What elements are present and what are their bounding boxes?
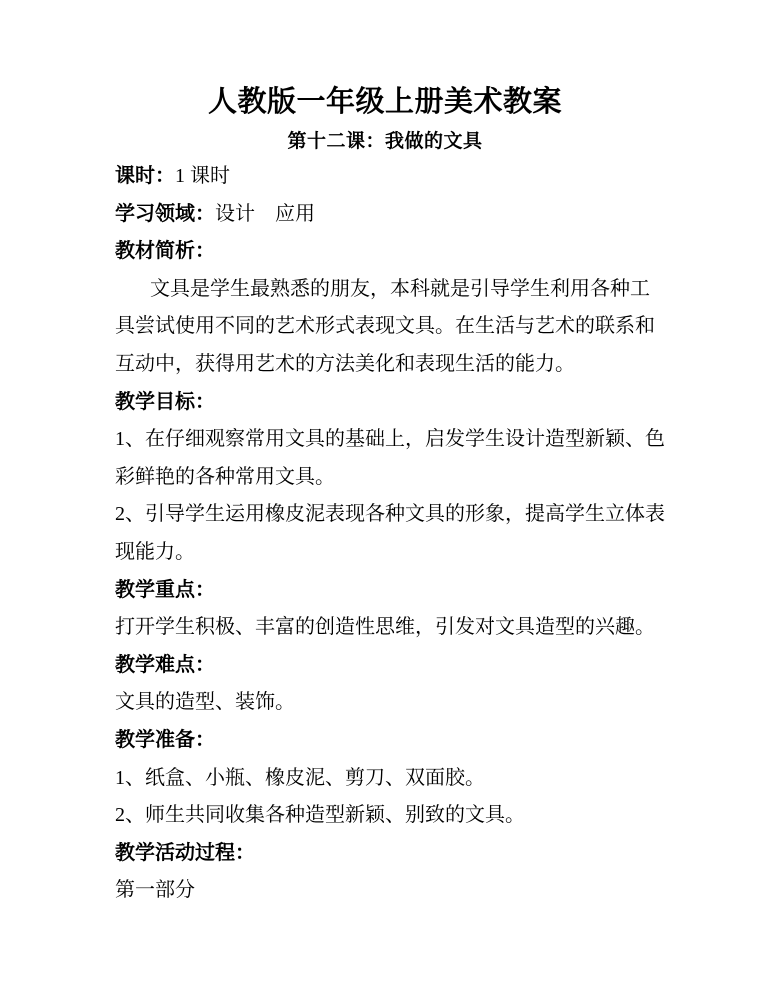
line-body-text: 1 课时 — [175, 165, 230, 187]
line-heading-text: 教材简析： — [115, 240, 215, 263]
text-line — [115, 496, 760, 534]
text-line — [115, 346, 760, 384]
line-body-text: 文具是学生最熟悉的朋友，本科就是引导学生利用各种工 — [150, 277, 650, 300]
line-body-text: 互动中，获得用艺术的方法美化和表现生活的能力。 — [115, 352, 575, 375]
line-body-text: 具尝试使用不同的艺术形式表现文具。在生活与艺术的联系和 — [115, 315, 655, 338]
text-line — [115, 196, 760, 234]
line-body-text: 第一部分 — [115, 879, 195, 902]
text-line — [115, 609, 760, 647]
text-line — [115, 459, 760, 497]
line-heading-text: 教学重点： — [115, 578, 215, 601]
text-line — [115, 271, 760, 309]
line-heading-text: 学习领域： — [115, 202, 215, 225]
document-title: 人教版一年级上册美术教案 — [207, 86, 562, 118]
line-heading-text: 课时： — [115, 165, 175, 187]
text-line — [115, 722, 760, 760]
text-line — [115, 308, 760, 346]
line-heading-text: 教学目标： — [115, 390, 215, 413]
line-heading-text: 教学准备： — [115, 728, 215, 751]
line-heading-text: 教学难点： — [115, 653, 215, 676]
line-body-text: 打开学生积极、丰富的创造性思维，引发对文具造型的兴趣。 — [115, 616, 655, 639]
line-body-text: 2、师生共同收集各种造型新颖、别致的文具。 — [115, 804, 525, 827]
document-body — [0, 155, 770, 910]
text-line — [115, 158, 760, 196]
text-line — [115, 534, 760, 572]
line-body-text: 1、在仔细观察常用文具的基础上，启发学生设计造型新颖、色 — [115, 428, 665, 451]
text-line — [115, 421, 760, 459]
line-body-text: 现能力。 — [115, 540, 195, 563]
text-line — [115, 233, 760, 271]
text-line — [115, 647, 760, 685]
line-body-text: 彩鲜艳的各种常用文具。 — [115, 465, 335, 488]
text-line — [115, 835, 760, 873]
line-body-text: 1、纸盒、小瓶、橡皮泥、剪刀、双面胶。 — [115, 766, 485, 789]
text-line — [115, 872, 760, 910]
text-line — [115, 384, 760, 422]
text-line — [115, 760, 760, 798]
text-line — [115, 684, 760, 722]
line-body-text: 文具的造型、装饰。 — [115, 691, 295, 714]
document-subtitle: 第十二课：我做的文具 — [287, 131, 483, 152]
text-line — [115, 797, 760, 835]
line-heading-text: 教学活动过程： — [115, 841, 255, 864]
line-body-text: 2、引导学生运用橡皮泥表现各种文具的形象，提高学生立体表 — [115, 503, 665, 526]
line-body-text: 设计 应用 — [215, 202, 315, 225]
text-line — [115, 572, 760, 610]
